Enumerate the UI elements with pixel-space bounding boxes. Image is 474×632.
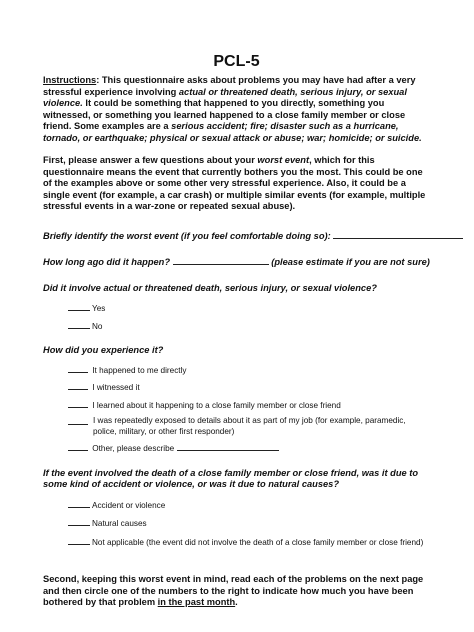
worst-event-text-3: , which for this questionnaire means the event that currently bothers you the most. This could be one of the examples above or some other very stressful experience. Also, it could be a single event (for example, a car crash) or multiple similar events (for example, multiple stressful events in a war-zone or repeated sexual abuse). — [43, 155, 426, 211]
option-yes-label: Yes — [92, 304, 106, 313]
option-blank[interactable] — [68, 442, 88, 451]
option-repeatedly-exposed[interactable] — [68, 416, 430, 437]
worst-event-text-2: worst event — [257, 155, 310, 165]
option-natural-causes-label: Natural causes — [92, 519, 147, 528]
question-identify-event-text: Briefly identify the worst event (if you feel comfortable doing so): — [43, 230, 331, 241]
how-experienced-options — [43, 364, 430, 455]
option-learned-about-label: I learned about it happening to a close family member or close friend — [92, 400, 341, 410]
closing-text-2: in the past month — [157, 597, 236, 607]
option-witnessed-label: I witnessed it — [92, 383, 140, 392]
identify-event-blank[interactable] — [333, 230, 463, 239]
question-how-experienced: How did you experience it? — [43, 345, 164, 355]
question-how-long-ago-text: How long ago did it happen? — [43, 257, 171, 267]
instructions-label: Instructions — [43, 75, 97, 85]
how-long-ago-blank[interactable] — [173, 256, 269, 265]
other-describe-blank[interactable] — [177, 442, 279, 451]
instructions-text-4: serious accident; fire; disaster such as a hurricane, tornado, or earthquake; physical or sexual attack or abuse; war; homicide; or suicide. — [43, 121, 422, 143]
instructions-text-3: It could be something that happened to you directly, something you witnessed, or something you learned happened to a close family member or close friend. Some examples are a — [43, 98, 406, 131]
option-blank[interactable] — [68, 536, 90, 545]
question-involve-death: Did it involve actual or threatened death, serious injury, or sexual violence? — [43, 282, 377, 293]
option-learned-about[interactable] — [68, 399, 430, 412]
instructions-text-1: : This questionnaire asks about problems you may have had after a very stressful experience involving — [43, 75, 416, 97]
question-identify-event — [43, 230, 430, 243]
option-no[interactable] — [68, 320, 430, 333]
instructions-paragraph — [43, 75, 430, 144]
question-how-long-ago-hint: (please estimate if you are not sure) — [271, 257, 430, 267]
option-not-applicable[interactable] — [68, 536, 430, 549]
closing-text-1: Second, keeping this worst event in mind, read each of the problems on the next page and then circle one of the numbers to the right to indicate how much you have been bothered by that problem — [43, 574, 424, 607]
involve-death-options — [43, 302, 430, 332]
worst-event-paragraph — [43, 155, 430, 213]
option-blank[interactable] — [68, 381, 88, 390]
option-blank[interactable] — [68, 302, 90, 311]
option-blank[interactable] — [68, 399, 88, 408]
option-happened-directly-label: It happened to me directly — [92, 365, 187, 375]
option-repeatedly-exposed-label: I was repeatedly exposed to details about it as part of my job (for example, paramedic, police, military, or other first responder) — [93, 416, 406, 436]
option-accident-violence[interactable] — [68, 499, 430, 512]
option-no-label: No — [92, 321, 103, 331]
option-other-label: Other, please describe — [92, 444, 175, 453]
option-natural-causes[interactable] — [68, 517, 430, 530]
option-blank[interactable] — [68, 364, 88, 373]
option-other[interactable] — [68, 442, 430, 455]
option-blank[interactable] — [68, 499, 90, 508]
option-not-applicable-label: Not applicable (the event did not involve the death of a close family member or close friend) — [92, 537, 424, 547]
closing-paragraph — [43, 574, 430, 609]
option-blank[interactable] — [68, 517, 90, 526]
instructions-text-2: actual or threatened death, serious injury, or sexual violence. — [43, 86, 407, 108]
option-blank[interactable] — [68, 320, 90, 329]
option-happened-directly[interactable] — [68, 364, 430, 377]
page-title: PCL-5 — [213, 53, 260, 70]
worst-event-text-1: First, please answer a few questions about your — [43, 155, 258, 165]
question-how-long-ago — [43, 256, 430, 269]
option-blank[interactable] — [68, 416, 88, 425]
death-cause-options — [43, 499, 430, 549]
question-death-cause: If the event involved the death of a close family member or close friend, was it due to some kind of accident or violence, or was it due to natural causes? — [43, 467, 419, 489]
option-witnessed[interactable] — [68, 381, 430, 394]
option-yes[interactable] — [68, 302, 430, 315]
option-accident-violence-label: Accident or violence — [92, 500, 166, 510]
closing-text-3: . — [235, 597, 238, 607]
